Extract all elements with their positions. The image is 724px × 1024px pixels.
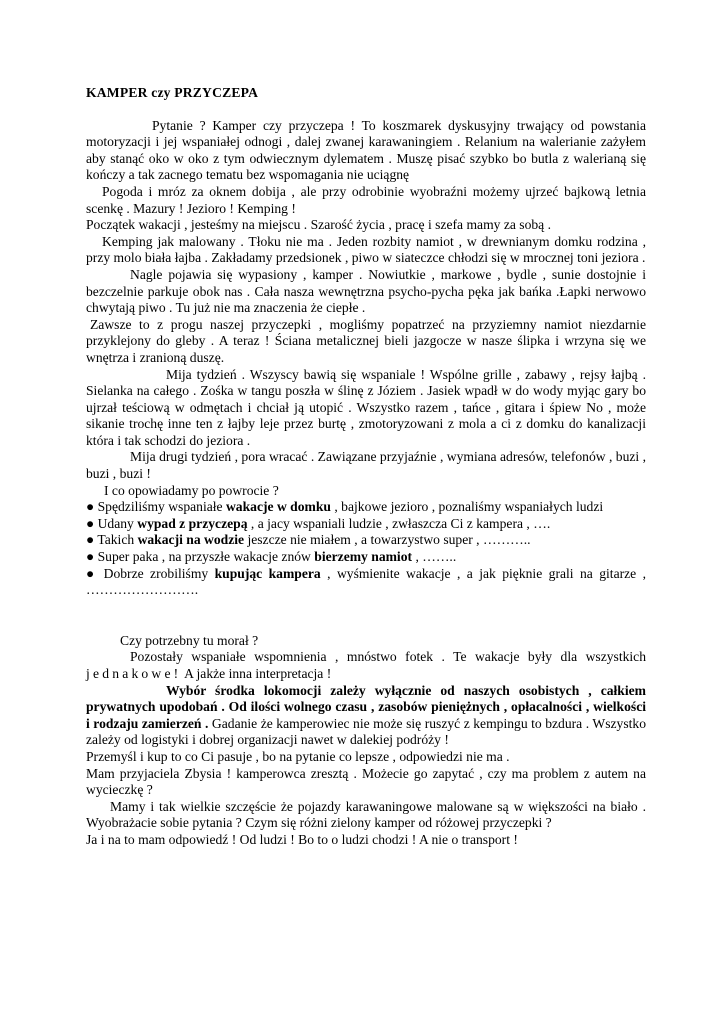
paragraph-camping: Kemping jak malowany . Tłoku nie ma . Jeden rozbity namiot , w drewnianym domku rodzina , przy molo biała łajba . Zakładamy przedsionek , piwo w siateczce chłodzi się w mrocznej toni jeziora . [86,233,646,266]
spacer [86,599,646,633]
bullet-trailer: ● Udany wypad z przyczepą , a jacy wspaniali ludzie , zwłaszcza Ci z kampera , …. [86,515,551,531]
paragraph-camper-arrives: Nagle pojawia się wypasiony , kamper . Nowiutkie , markowe , bydle , sunie dostojnie i bezczelnie parkuje obok nas . Cała nasza wewnętrzna psycho-pycha pęka jak bańka .Łapki nerwowo chwytają piwo . Tu już nie ma znaczenia że ciepłe . [86,266,646,316]
document-title: KAMPER czy PRZYCZEPA [86,85,259,100]
paragraph-trailer-view: Zawsze to z progu naszej przyczepki , mogliśmy popatrzeć na przyziemny namiot niezdarnie przyklejony do gleby . A teraz ! Ściana metalicznej bieli jazgocze w nasze ślipka i wrzyna się we wnętrza i zranioną duszę. [86,316,646,365]
paragraph-week-one: Mija tydzień . Wszyscy bawią się wspaniale ! Wspólne grille , zabawy , rejsy łajbą . Sielanka na całego . Zośka w tangu poszła w ślinę z Józiem . Jasiek wpadł w do wody myjąc gary bo ujrzał teściową w odmętach i chciał ją utopić . Wszystko razem , tańce , gitara i śpiew No , może sikanie trochę inne ten z łajby leje przez burtę , zmotoryzowani z mola a ci z domku do kanalizacji która i tak schodzi do jeziora . [86,366,646,448]
paragraph-luck: Mamy i tak wielkie szczęście że pojazdy karawaningowe malowane są w większości na biało . Wyobrażacie sobie pytania ? Czym się różni zielony kamper od różowej przyczepki ? [86,798,646,831]
document-body [86,85,646,849]
bullet-camper: ● Dobrze zrobiliśmy kupując kampera , wyśmienite wakacje , a jak pięknie grali na gitarze , ……………………. [86,565,646,598]
paragraph-moral: Czy potrzebny tu morał ? [120,632,259,648]
paragraph-answer: Ja i na to mam odpowiedź ! Od ludzi ! Bo to o ludzi chodzi ! A nie o transport ! [86,831,518,847]
paragraph-vacation-start: Początek wakacji , jesteśmy na miejscu . Szarość życia , pracę i szefa mamy za sobą . [86,217,552,233]
paragraph-week-two: Mija drugi tydzień , pora wracać . Zawiązane przyjaźnie , wymiana adresów, telefonów , buzi , buzi , buzi ! [86,449,646,482]
paragraph-choice: Wybór środka lokomocji zależy wyłącznie od naszych osobistych , całkiem prywatnych upodobań . Od ilości wolnego czasu , zasobów pieniężnych , opłacalności , wielkości i rodzaju zamierzeń . Gadanie że kamperowiec nie może się ruszyć z kempingu to bzdura . Wszystko zależy od logistyki i dobrej organizacji nawet w dalekiej podróży ! [86,682,646,748]
paragraph-question: Pytanie ? Kamper czy przyczepa ! To koszmarek dyskusyjny trwający od powstania motoryzacji i jej wspaniałej odnogi , dalej zwanej karawaningiem . Relanium na walerianie zażyłem aby stanąć oko w oko z tym odwiecznym dylematem . Muszę pisać szybko bo butla z walerianą się kończy a tak zacnego tematu bez wspomagania nie uciągnę [86,117,646,183]
bullet-water: ● Takich wakacji na wodzie jeszcze nie miałem , a towarzystwo super , ……….. [86,532,531,548]
bullet-tent: ● Super paka , na przyszłe wakacje znów bierzemy namiot , …….. [86,549,457,565]
bullet-cabin: ● Spędziliśmy wspaniałe wakacje w domku , bajkowe jezioro , poznaliśmy wspaniałych ludzi [86,499,604,515]
paragraph-friend: Mam przyjaciela Zbysia ! kamperowca zresztą . Możecie go zapytać , czy ma problem z autem na wycieczkę ? [86,765,646,798]
paragraph-think: Przemyśl i kup to co Ci pasuje , bo na pytanie co lepsze , odpowiedzi nie ma . [86,748,510,764]
paragraph-weather: Pogoda i mróz za oknem dobija , ale przy odrobinie wyobraźni możemy ujrzeć bajkową letnia scenkę . Mazury ! Jezioro ! Kemping ! [86,183,646,216]
paragraph-memories: Pozostały wspaniałe wspomnienia , mnóstwo fotek . Te wakacje były dla wszystkich jednakowe! A jakże inna interpretacja ! [86,649,646,681]
paragraph-return: I co opowiadamy po powrocie ? [104,482,279,498]
